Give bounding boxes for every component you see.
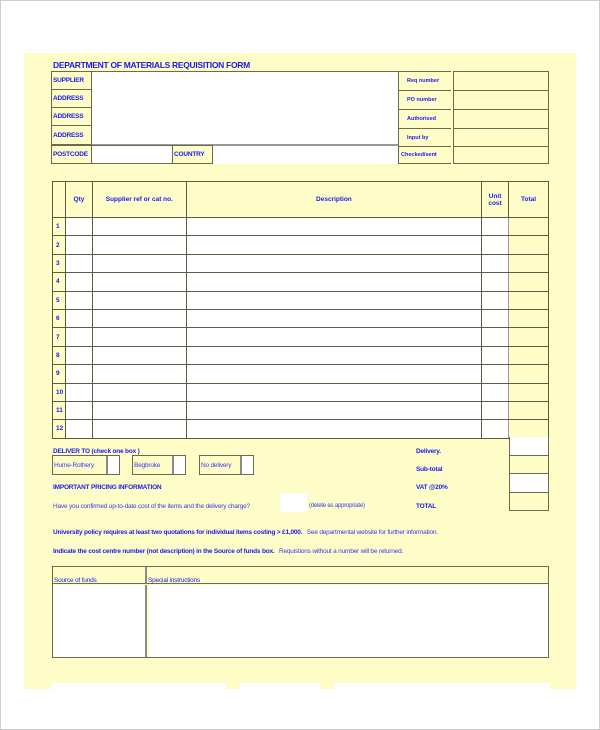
hume-rothery-label: Hume-Rothery xyxy=(54,461,94,469)
description-cell[interactable] xyxy=(186,401,481,419)
items-body xyxy=(53,218,549,439)
cost-centre-note xyxy=(53,540,403,558)
unit-cost-cell[interactable] xyxy=(482,383,509,401)
no-delivery-checkbox[interactable] xyxy=(240,456,253,474)
address1-label-text: ADDRESS xyxy=(53,95,84,102)
cost-centre-note-bold: Indicate the cost centre number (not description) in the Source of funds box. xyxy=(53,548,275,555)
unit-cost-cell[interactable] xyxy=(482,218,509,236)
supplier-ref-cell[interactable] xyxy=(92,254,186,272)
funds-instructions-table xyxy=(52,566,549,658)
req-number-label-text: Req number xyxy=(407,78,440,84)
row-number: 8 xyxy=(53,346,66,364)
authorised-field[interactable] xyxy=(453,109,549,129)
description-cell[interactable] xyxy=(186,218,481,236)
total-cell[interactable] xyxy=(509,291,549,309)
description-cell[interactable] xyxy=(186,365,481,383)
row-number: 11 xyxy=(53,401,66,419)
supplier-ref-header: Supplier ref or cat no. xyxy=(92,182,186,218)
qty-cell[interactable] xyxy=(65,236,92,254)
address3-label xyxy=(51,125,92,145)
supplier-address-field[interactable] xyxy=(92,71,398,145)
row-number: 6 xyxy=(53,309,66,327)
description-header: Description xyxy=(186,182,481,218)
grand-total-field[interactable] xyxy=(509,492,549,511)
description-cell[interactable] xyxy=(186,420,481,438)
description-cell[interactable] xyxy=(186,254,481,272)
qty-cell[interactable] xyxy=(65,309,92,327)
total-cell[interactable] xyxy=(509,254,549,272)
table-row xyxy=(53,383,549,401)
row-number: 4 xyxy=(53,273,66,291)
delivery-total-field[interactable] xyxy=(509,437,549,456)
supplier-ref-cell[interactable] xyxy=(92,291,186,309)
subtotal-label: Sub-total xyxy=(416,466,443,473)
row-number: 10 xyxy=(53,383,66,401)
description-cell[interactable] xyxy=(186,383,481,401)
form-title: DEPARTMENT OF MATERIALS REQUISITION FORM xyxy=(53,60,250,70)
total-header: Total xyxy=(509,182,549,218)
description-cell[interactable] xyxy=(186,236,481,254)
description-cell[interactable] xyxy=(186,346,481,364)
items-table xyxy=(52,181,549,439)
qty-header: Qty xyxy=(65,182,92,218)
page-edge xyxy=(24,683,52,689)
special-instructions-header xyxy=(147,567,548,584)
qty-cell[interactable] xyxy=(65,420,92,438)
total-cell[interactable] xyxy=(509,328,549,346)
req-number-label xyxy=(398,71,451,91)
qty-cell[interactable] xyxy=(65,328,92,346)
description-cell[interactable] xyxy=(186,328,481,346)
authorised-label xyxy=(398,109,451,129)
postcode-label-text: POSTCODE xyxy=(53,151,88,158)
qty-cell[interactable] xyxy=(65,218,92,236)
address1-label xyxy=(51,89,92,108)
confirm-answer-field[interactable] xyxy=(280,493,307,512)
input-by-label-text: Input by xyxy=(407,134,429,141)
confirm-hint: (delete as appropriate) xyxy=(309,503,365,509)
unit-cost-cell[interactable] xyxy=(482,365,509,383)
description-cell[interactable] xyxy=(186,273,481,291)
unit-cost-cell[interactable] xyxy=(482,254,509,272)
qty-cell[interactable] xyxy=(65,383,92,401)
qty-cell[interactable] xyxy=(65,346,92,364)
qty-cell[interactable] xyxy=(65,401,92,419)
unit-cost-cell[interactable] xyxy=(482,401,509,419)
source-of-funds-field[interactable] xyxy=(53,585,147,657)
unit-cost-cell[interactable] xyxy=(482,291,509,309)
items-header-row xyxy=(53,182,549,218)
unit-cost-cell[interactable] xyxy=(482,309,509,327)
table-row xyxy=(53,420,549,438)
page-edge xyxy=(320,683,334,689)
supplier-ref-cell[interactable] xyxy=(92,273,186,291)
supplier-ref-cell[interactable] xyxy=(92,401,186,419)
total-cell[interactable] xyxy=(509,365,549,383)
vat-field[interactable] xyxy=(509,473,549,493)
total-cell[interactable] xyxy=(509,346,549,364)
supplier-ref-cell[interactable] xyxy=(92,383,186,401)
unit-cost-cell[interactable] xyxy=(482,273,509,291)
unit-cost-header xyxy=(482,182,509,218)
supplier-ref-cell[interactable] xyxy=(92,218,186,236)
checked-sent-label xyxy=(398,146,451,164)
description-cell[interactable] xyxy=(186,291,481,309)
policy-note-normal: See departmental website for further information. xyxy=(306,529,438,536)
supplier-ref-cell[interactable] xyxy=(92,346,186,364)
description-cell[interactable] xyxy=(186,309,481,327)
confirm-question: Have you confirmed up-to-date cost of the items and the delivery charge? xyxy=(53,503,250,510)
deliver-option-no-delivery[interactable] xyxy=(199,455,254,475)
input-by-label xyxy=(398,128,451,147)
supplier-ref-cell[interactable] xyxy=(92,309,186,327)
table-row xyxy=(53,309,549,327)
vat-label: VAT @20% xyxy=(416,484,448,491)
country-label xyxy=(172,145,213,164)
qty-cell[interactable] xyxy=(65,273,92,291)
table-row xyxy=(53,218,549,236)
cost-centre-note-normal: Requistions without a number will be returned. xyxy=(278,548,404,555)
address2-label xyxy=(51,107,92,126)
table-row xyxy=(53,401,549,419)
unit-cost-header-line2: cost xyxy=(488,199,502,207)
row-number: 7 xyxy=(53,328,66,346)
unit-cost-header-line1: Unit xyxy=(488,192,502,200)
deliver-option-begbroke[interactable] xyxy=(132,455,186,475)
unit-cost-cell[interactable] xyxy=(482,328,509,346)
table-row xyxy=(53,273,549,291)
deliver-to-heading: DELIVER TO (check one box ) xyxy=(53,448,140,455)
row-number: 3 xyxy=(53,254,66,272)
policy-note xyxy=(53,521,438,539)
unit-cost-cell[interactable] xyxy=(482,420,509,438)
country-field[interactable] xyxy=(213,145,398,164)
total-cell[interactable] xyxy=(509,401,549,419)
pricing-heading: IMPORTANT PRICING INFORMATION xyxy=(53,484,162,491)
address3-label-text: ADDRESS xyxy=(53,131,84,139)
source-of-funds-header xyxy=(53,567,147,584)
req-number-field[interactable] xyxy=(453,71,549,91)
po-number-field[interactable] xyxy=(453,90,549,110)
total-cell[interactable] xyxy=(509,218,549,236)
unit-cost-cell[interactable] xyxy=(482,236,509,254)
total-label: TOTAL xyxy=(416,503,437,510)
hume-rothery-checkbox[interactable] xyxy=(106,456,119,474)
deliver-option-hume-rothery[interactable] xyxy=(52,455,120,475)
supplier-ref-cell[interactable] xyxy=(92,365,186,383)
supplier-ref-cell[interactable] xyxy=(92,236,186,254)
source-of-funds-label: Source of funds xyxy=(54,577,97,584)
supplier-label xyxy=(51,71,92,90)
special-instructions-label: Special instructions xyxy=(148,577,200,584)
postcode-field[interactable] xyxy=(92,145,172,164)
table-row xyxy=(53,346,549,364)
table-row xyxy=(53,328,549,346)
unit-cost-cell[interactable] xyxy=(482,346,509,364)
delivery-label: Delivery. xyxy=(416,448,441,455)
total-cell[interactable] xyxy=(509,383,549,401)
postcode-label xyxy=(51,145,92,164)
page-edge xyxy=(550,683,576,689)
qty-cell[interactable] xyxy=(65,254,92,272)
begbroke-checkbox[interactable] xyxy=(172,456,185,474)
qty-cell[interactable] xyxy=(65,291,92,309)
subtotal-field[interactable] xyxy=(509,455,549,474)
row-number: 9 xyxy=(53,365,66,383)
row-number-header xyxy=(53,182,66,218)
row-number: 5 xyxy=(53,291,66,309)
total-cell[interactable] xyxy=(509,309,549,327)
po-number-label-text: PO number xyxy=(407,97,437,103)
country-label-text: COUNTRY xyxy=(174,151,205,158)
supplier-ref-cell[interactable] xyxy=(92,420,186,438)
begbroke-label: Begbroke xyxy=(134,461,161,469)
authorised-label-text: Authorised xyxy=(407,116,437,122)
checked-sent-label-text: Checked/sent xyxy=(401,152,437,158)
table-row xyxy=(53,291,549,309)
total-cell[interactable] xyxy=(509,273,549,291)
table-row xyxy=(53,365,549,383)
special-instructions-field[interactable] xyxy=(149,585,548,657)
no-delivery-label: No delivery xyxy=(201,461,232,469)
address2-label-text: ADDRESS xyxy=(53,113,84,120)
supplier-label-text: SUPPLIER xyxy=(53,77,84,84)
total-cell[interactable] xyxy=(509,236,549,254)
qty-cell[interactable] xyxy=(65,365,92,383)
table-row xyxy=(53,236,549,254)
row-number: 1 xyxy=(53,218,66,236)
row-number: 12 xyxy=(53,420,66,438)
input-by-field[interactable] xyxy=(453,128,549,147)
checked-sent-field[interactable] xyxy=(453,146,549,164)
total-cell[interactable] xyxy=(509,420,549,438)
supplier-ref-cell[interactable] xyxy=(92,328,186,346)
table-row xyxy=(53,254,549,272)
po-number-label xyxy=(398,90,451,110)
policy-note-bold: University policy requires at least two quotations for individual items costing > £1,000. xyxy=(53,529,303,536)
page-edge xyxy=(226,683,240,689)
row-number: 2 xyxy=(53,236,66,254)
